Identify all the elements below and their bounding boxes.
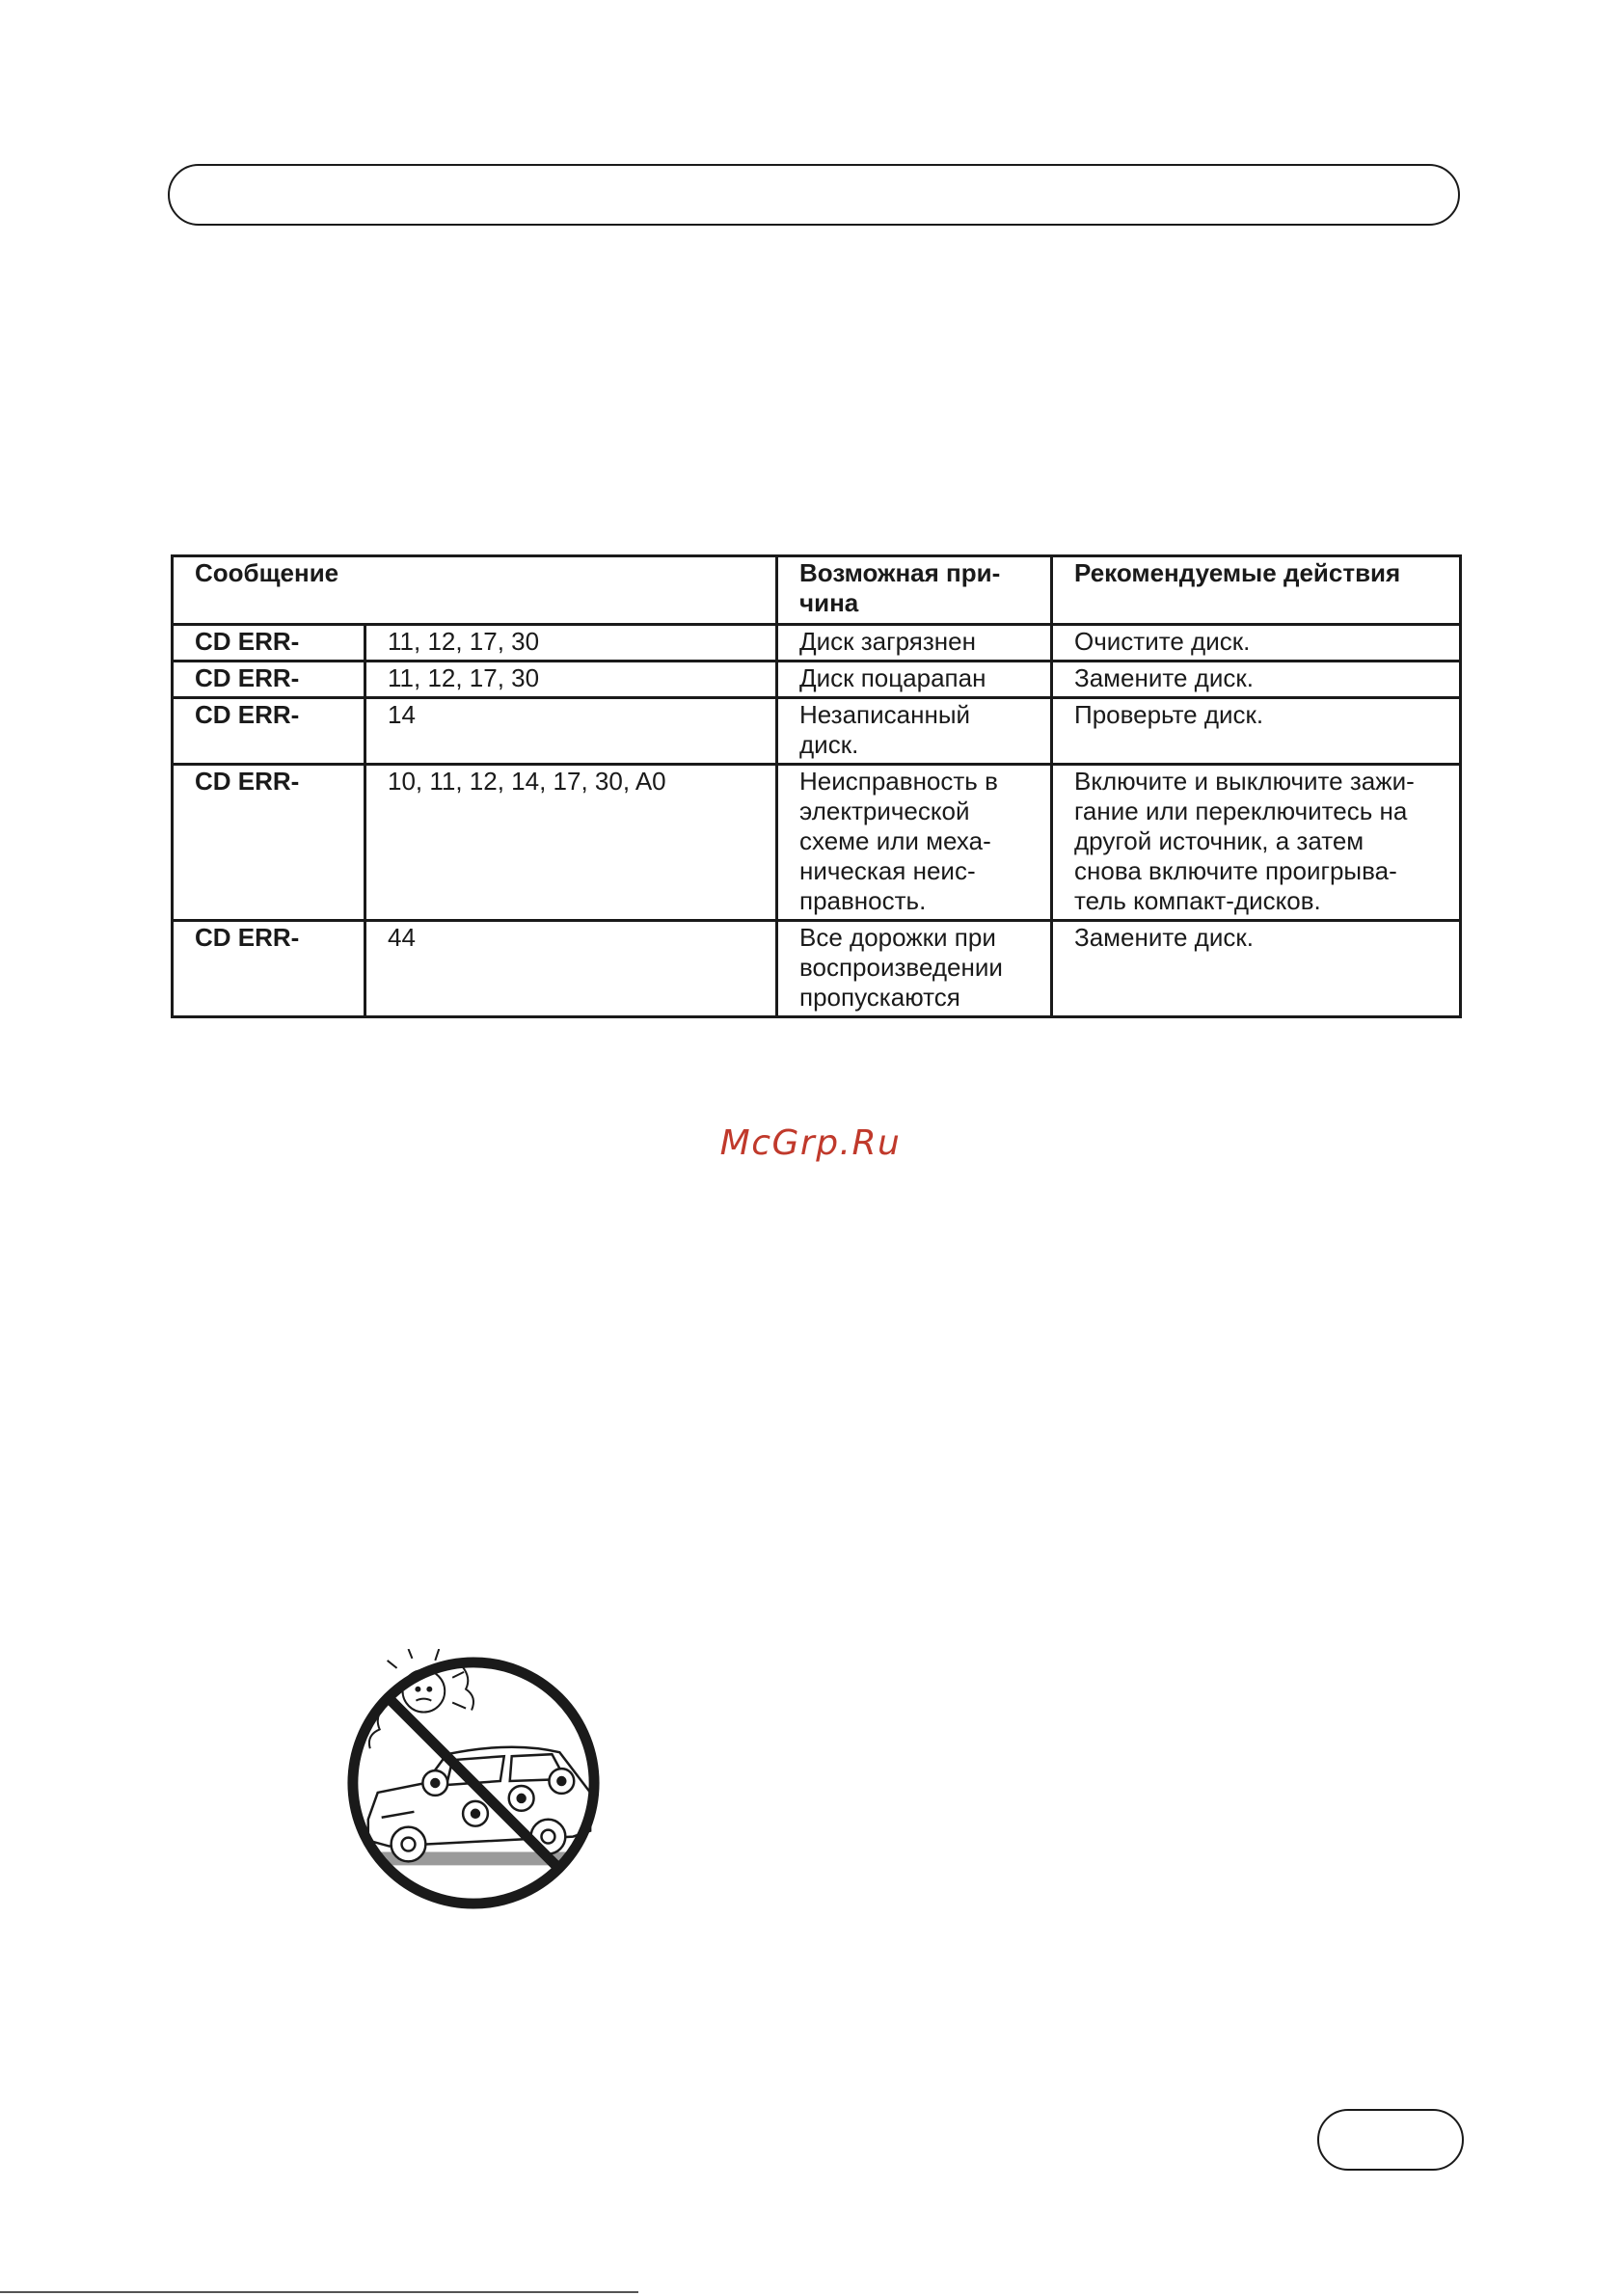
row-cause: Диск загрязнен [777, 625, 1052, 662]
table-header-row [173, 556, 1461, 625]
page-number-box [1317, 2109, 1464, 2171]
row-message: CD ERR- [173, 765, 365, 921]
error-messages-table [171, 554, 1462, 1018]
header-message: Сообщение [173, 556, 777, 625]
row-cause: Незаписанный диск. [777, 698, 1052, 765]
row-codes: 10, 11, 12, 14, 17, 30, A0 [365, 765, 777, 921]
watermark: McGrp.Ru [719, 1123, 902, 1163]
table-row [173, 765, 1461, 921]
footer-rule [0, 2291, 638, 2293]
row-cause: Диск поцарапан [777, 662, 1052, 698]
table-row [173, 921, 1461, 1017]
row-action: Замените диск. [1052, 921, 1461, 1017]
row-codes: 11, 12, 17, 30 [365, 662, 777, 698]
row-codes: 14 [365, 698, 777, 765]
row-message: CD ERR- [173, 662, 365, 698]
row-action: Проверьте диск. [1052, 698, 1461, 765]
no-car-in-sun-icon [339, 1649, 608, 1917]
row-cause: Неисправность в электрической схеме или меха- ническая неис- правность. [777, 765, 1052, 921]
row-message: CD ERR- [173, 698, 365, 765]
row-codes: 11, 12, 17, 30 [365, 625, 777, 662]
table-row [173, 662, 1461, 698]
row-action: Очистите диск. [1052, 625, 1461, 662]
row-action: Замените диск. [1052, 662, 1461, 698]
car-icon [368, 1747, 590, 1862]
row-action: Включите и выключите зажи- гание или переключитесь на другой источник, а затем снова включите проигрыва- тель компакт-дисков. [1052, 765, 1461, 921]
row-cause: Все дорожки при воспроизведении пропускаются [777, 921, 1052, 1017]
header-title-box [168, 164, 1460, 226]
table-row [173, 698, 1461, 765]
header-cause: Возможная при- чина [777, 556, 1052, 625]
table-row [173, 625, 1461, 662]
row-codes: 44 [365, 921, 777, 1017]
row-message: CD ERR- [173, 625, 365, 662]
row-message: CD ERR- [173, 921, 365, 1017]
header-action: Рекомендуемые действия [1052, 556, 1461, 625]
